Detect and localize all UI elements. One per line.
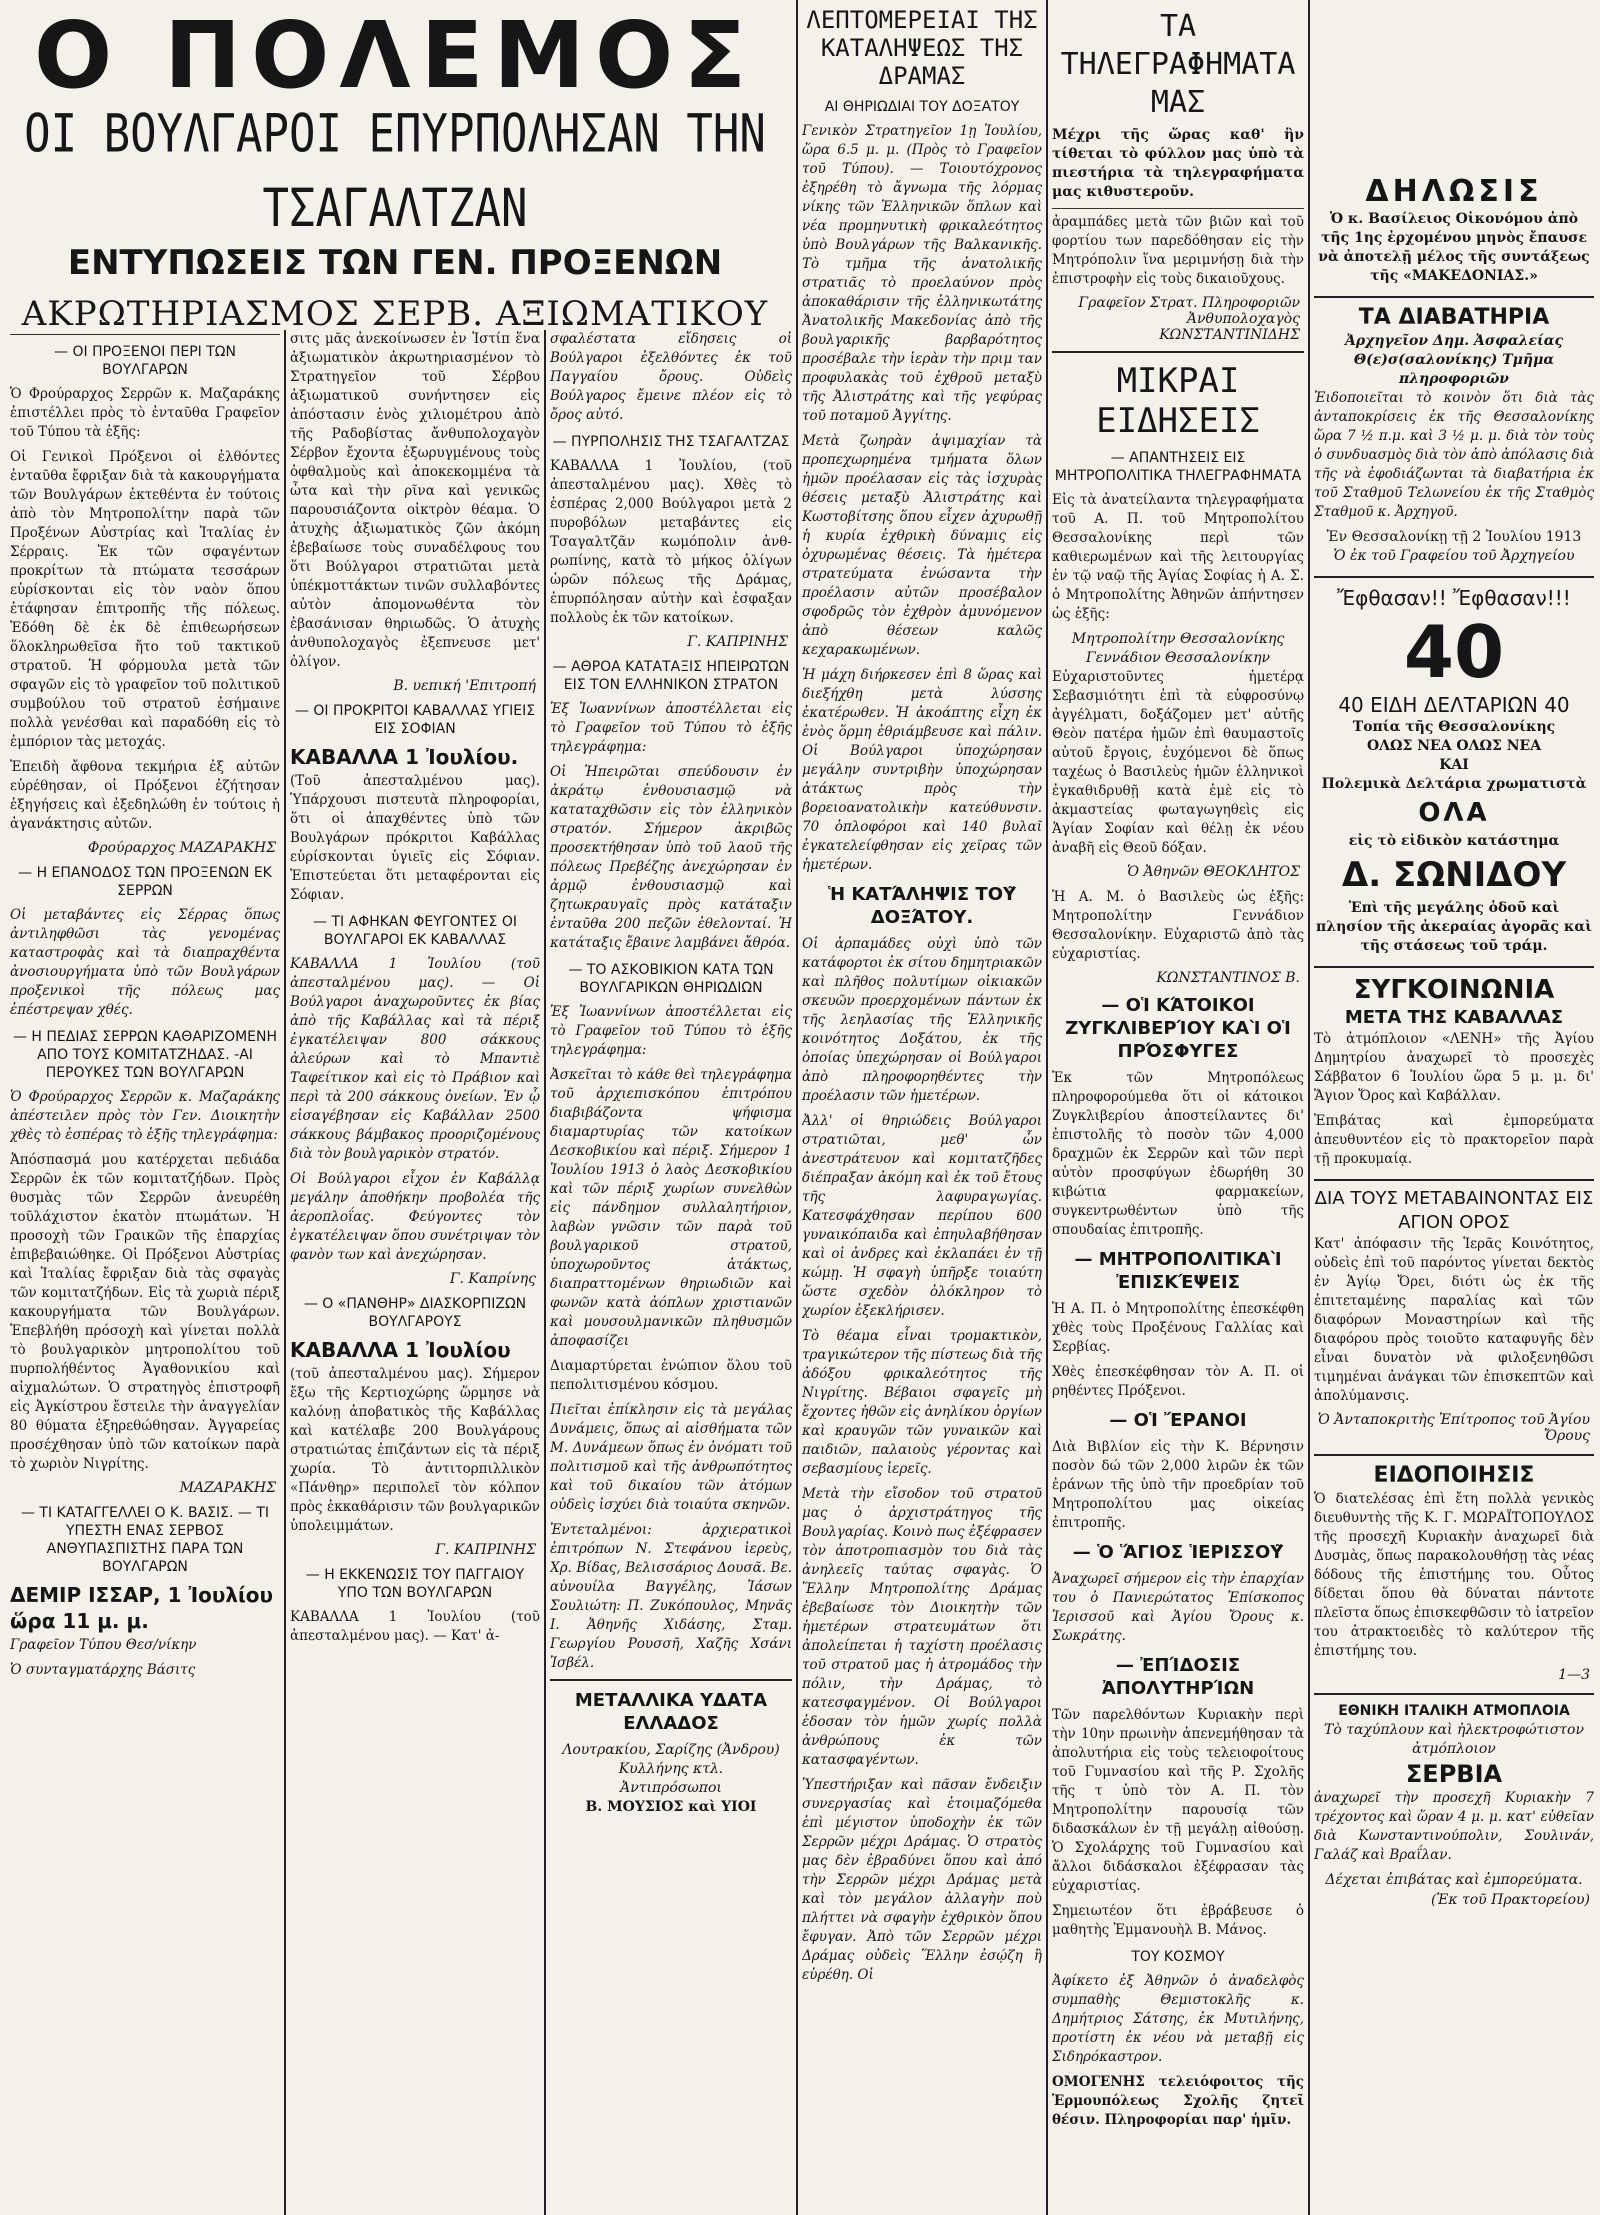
ad-text: ΚΑΙ bbox=[1439, 757, 1469, 773]
article-paragraph: Ἀπόσπασμά μου κατέρχεται πεδιάδα Σερρῶν ἐκ τῶν κομιτατζήδων. Πρὸς θυσμὰς τῶν Σερρῶν ἀνευρέθη τοῦλάχιστον ἑκατὸν πτωμάτων. Ἡ προσοχὴ τῶν Γραικῶν τῆς ἐπαρχίας ἐπιβεβαιώθηκε. Οἱ Πρόξενοι Αὐστρίας καὶ Ἰταλίας ἔφριξαν διὰ τὰς σφαγὰς τῶν κομιτατζήδων. Εἰς τὰ χωριὰ πέριξ κακουργήματα τῶν Βουλγάρων. Ἐπεβλήθη πρόσοχὴ καὶ γίνεται πολλὰ τὸ βουλγαρικὸν μητροπολίτου τοῦ πυρπολήθέντος Ἀγαθονικίου καὶ αἰχμαλώτων. Ὁ στρατηγὸς ἐπιστροφῆ εἰς Ἀγκίστρου ἔστειλε τὴν ἀναγγελίαν 80 θύματα ἐξηρεθώθησαν. Ἀγγαρείας προσέχθησαν ὑπὸ τῶν κατοίκων παρὰ τὸ χωριὸν Νιγρίτης. bbox=[10, 1152, 280, 1472]
article-paragraph: Ὁ συνταγματάρχης Βάσιτς bbox=[10, 1662, 196, 1678]
ad-headline: ΔΙΑ ΤΟΥΣ ΜΕΤΑΒΑΙΝΟΝΤΑΣ ΕΙΣ ΑΓΙΟΝ ΟΡΟΣ bbox=[1314, 1188, 1594, 1233]
article-paragraph: Μετὰ τὴν εἴσοδον τοῦ στρατοῦ μας ὁ ἀρχιστράτηγος τῆς Βουλγαρίας. Κοινὸ πως ἐξέφρασεν τὸν ἀποτροπιασμὸν του διὰ τὰς ἀνηλεεῖς ταύτας σφαγὰς. Ὁ Ἕλλην Μητροπολίτης Δράμας ἐβεβαίωσε τὸν Διοικητὴν τῶν ἡμετέρων στρατευμάτων ὅτι ἀπολείπεται ἡ ταχίστη προέλασις τοῦ στρατοῦ μας ἡ ἀτρομάδος τὴν πόλιν, τὴν Δράμας, τὸ κατεσφαγμένον. Οἱ Βούλγαροι ἐδοσαν τὸν ἡμῶν χωρίς πολλὰ ἀνθρώπους ἐκ τῶν κατασφαγέντων. bbox=[802, 1486, 1042, 1768]
column-2 bbox=[290, 330, 540, 2215]
column-rule bbox=[544, 330, 546, 2215]
article-paragraph: Τὸ θέαμα εἶναι τρομακτικὸν, τραγικώτερον τῆς πίστεως διὰ τῆς ἀδόξου φρικαλεότητος τῆς Νιγρίτης. Βέβαιοι σφαγεῖς μὴ ἔχοντες ἠθῶν εἰς ἀνηλίκου ὀργίων καὶ κραυγῶν τῶν γυναικῶν καὶ παιδιῶν, παλαιοὺς γέροντας καὶ σεβασμίους ἱερεῖς. bbox=[802, 1328, 1042, 1477]
ad-headline: ΣΥΓΚΟΙΝΩΝΙΑ bbox=[1353, 975, 1555, 1005]
article-headline: — ΑΠΑΝΤΗΣΕΙΣ ΕΙΣ ΜΗΤΡΟΠΟΛΙΤΙΚΑ ΤΗΛΕΓΡΑΦΗΜΑΤΑ bbox=[1054, 450, 1302, 484]
article-paragraph: σφαλέστατα εἴδησεις οἱ Βούλγαροι ἐξελθόντες ἐκ τοῦ Παγγαίου ὄρους. Οὐδεὶς Βούλγαρος ἔμεινε πλέον εἰς τὸ ὄρος αὐτό. bbox=[550, 331, 792, 423]
column-rule bbox=[284, 330, 286, 2215]
article-paragraph: Διαμαρτύρεται ἐνώπιον ὅλου τοῦ πεπολιτισμένου κόσμου. bbox=[550, 1358, 792, 1393]
article-signature: Ὁ Ἀθηνῶν ΘΕΟΚΛΗΤΟΣ bbox=[1127, 864, 1300, 880]
main-headline: ΟΙ ΒΟΥΛΓΑΡΟΙ ΕΠΥΡΠΟΛΗΣΑΝ ΤΗΝ ΤΣΑΓΑΛΤΖΑΝ bbox=[24, 103, 766, 240]
ad-headline: ΜΕΤΑΛΛΙΚΑ ΥΔΑΤΑ ΕΛΛΑΔΟΣ bbox=[574, 1690, 768, 1734]
ad-text: Ὁ διατελέσας ἐπὶ ἔτη πολλὰ γενικὸς διευθυντὴς τῆς Κ. Γ. ΜΩΡΑΪΤΟΠΟΥΛΟΣ τῆς προσεχῆ Κυριακὴν ἀναχωρεῖ διὰ Δυσμὰς, ὅπως παρακολουθήσῃ τὰς νέας δόδους τῆς ἐπιστήμης του. Οὗτος δίδεται ὅπου θὰ δύναται πάντοτε πλεῖστα ὅπως ἐπισκεφθῶσιν τὸ ἰατρεῖον του ἀτρακτοειδὲς τὸ καλύτερον τῆς ἐπιστήμης του. bbox=[1314, 1491, 1594, 1659]
ad-signature: (Ἐκ τοῦ Πρακτορείου) bbox=[1430, 1892, 1590, 1908]
article-paragraph: Μετὰ ζωηρὰν ἀψιμαχίαν τὰ προπεχωρημένα τμήματα ὅλων ἡμῶν προέλασαν εἰς τὰς ἰσχυρὰς θέσεις μεταξὺ Ἀλιστράτης καὶ Κωστοβίτσης ὅπου εἶχεν ἀχυρωθῇ ἡ κυρία ἐχθρικὴ δύναμις εἰς ὀχυρωμένας θέσεις. Τὰ ἡμέτερα στρατεύματα ἐνώσαντα τὴν προέλασιν αὐτῶν προσέβαλον σφοδρῶς τὸν ἐχθρὸν ἀμυνόμενον ἀπὸ θέσεων καλῶς κεχαρακωμένων. bbox=[802, 433, 1042, 658]
article-paragraph: (τοῦ ἀπεσταλμένου μας). Σήμερον ἔξω τῆς Κερτιοχώρης ὥρμησε νὰ καλόνῃ ἀποβατικὸς τῆς Καβάλλας καὶ κατέλαβε 200 Βουλγάρους στρατιώτας ἐπιζάντων εἰς τὰ πέριξ χωρία. Τὸ ἀντιτορπιλλικὸν «Πάνθηρ» περιπολεῖ τὸν κόλπον πρὸς ἐκκαθάρισιν τῶν βουλγαρικῶν ὑπολειμμάτων. bbox=[290, 1366, 540, 1534]
article-paragraph: Πιεῖται ἐπίκλησιν εἰς τὰ μεγάλας Δυνάμεις, ὅπως αἱ αἰσθήματα τῶν Μ. Δυνάμεων ὅπως ἐν ὀνόματι τοῦ πολιτισμοῦ καὶ τῆς ἀνθρωπότητος καὶ τοῦ δικαίου τῶν ἀτόμων οὐδεὶς ἰσχύει διὰ τοιαύτα σκηνῶν. bbox=[550, 1402, 792, 1513]
article-paragraph: Οἱ ἀρπαμάδες οὐχὶ ὑπὸ τῶν κατάφορτοι ἐκ σίτου δημητριακῶν καὶ πλῆθος πολυτίμων οἰκιακῶν σκευῶν προερχομένων πάντων ἐκ τῆς λεηλασίας τῆς Ἑλληνικῆς κοινότητος Δοξάτου, ἐκ τῆς ὁποίας ὑπεχώρησαν οἱ Βούλγαροι ἀπὸ πληροφορηθέντες τὴν προέλασιν τῶν ἡμετέρων. bbox=[802, 936, 1042, 1104]
article-headline: — ΟἹ ἜΡΑΝΟΙ bbox=[1109, 1410, 1247, 1431]
article-headline: — ΑΘΡΟΑ ΚΑΤΑΤΑΞΙΣ ΗΠΕΙΡΩΤΩΝ ΕΙΣ ΤΟΝ ΕΛΛΗΝΙΚΟΝ ΣΤΡΑΤΟΝ bbox=[552, 659, 790, 693]
column-4 bbox=[802, 0, 1042, 2215]
ad-notice bbox=[1314, 1462, 1594, 1683]
ad-text: Ἐπιβάτας καὶ ἐμπορεύματα ἀπευθυντέον εἰς τὸ πρακτορεῖον παρὰ τῇ προκυμαίᾳ. bbox=[1314, 1113, 1594, 1167]
subheadline-consuls: ΕΝΤΥΠΩΣΕΙΣ ΤΩΝ ΓΕΝ. ΠΡΟΞΕΝΩΝ bbox=[67, 243, 723, 283]
article-paragraph: Ἡ Α. Π. ὁ Μητροπολίτης ἐπεσκέφθη χθὲς τοὺς Προξένους Γαλλίας καὶ Σερβίας. bbox=[1052, 1301, 1304, 1355]
article-paragraph: Ἐξ Ἰωαννίνων ἀποστέλλεται εἰς τὸ Γραφεῖον τοῦ Τύπου τὸ ἑξῆς τηλεγράφημα: bbox=[550, 1004, 792, 1058]
article-signature: Γραφεῖον Στρατ. Πληροφοριῶν Ἀνθυπολοχαγὸς ΚΩΝΣΤΑΝΤΙΝΙΔΗΣ bbox=[1078, 295, 1300, 343]
ad-text: Ὁ ἐκ τοῦ Γραφείου τοῦ Ἀρχηγείου bbox=[1333, 548, 1575, 564]
article-signature: Γ. ΚΑΠΡΙΝΗΣ bbox=[435, 1542, 536, 1558]
column-5 bbox=[1052, 0, 1304, 2215]
ad-text: ἀναχωρεῖ τὴν προσεχῆ Κυριακὴν 7 τρέχοντος καὶ ὥραν 4 μ. μ. κατ' εὐθεῖαν διὰ Κωνσταντινούπολιν, Σουλινάν, Γαλάζ καὶ Βραΐλαν. bbox=[1314, 1790, 1594, 1863]
article-paragraph: Ἐπειδὴ ἄφθονα τεκμήρια ἐξ αὐτῶν εὑρέθησαν, οἱ Πρόξενοι ἐζήτησαν ἐξηγήσεις καὶ ἐξεδηλώθη ἐν τούτοις ἡ ἀγανάκτησις αὐτῶν. bbox=[10, 759, 280, 832]
article-signature: ΚΩΝΣΤΑΝΤΙΝΟΣ Β. bbox=[1156, 970, 1300, 986]
ad-text: Ἐπὶ τῆς μεγάλης ὁδοῦ καὶ πλησίον τῆς ἀκεραίας ἀγορᾶς καὶ τῆς στάσεως τοῦ τράμ. bbox=[1316, 900, 1592, 954]
article-paragraph: Γραφεῖον Τύπου Θεσ/νίκην bbox=[10, 1637, 197, 1653]
article-paragraph: Ἡ μάχη διήρκεσεν ἐπὶ 8 ὥρας καὶ διεξήχθη μετὰ λύσσης ἐκατέρωθεν. Ἡ ἀκοάπτης εἶχη ἐκ ἑνὸς ὅρμη ἐθριάμβευσε καὶ πάλιν. Οἱ Βούλγαροι ὑποχώρησαν μεγάλην συντριβὴν ὑποχώρησαν ἀτάκτως πρὸς τὴν βορειοανατολικὴν κατεύθυνσιν. 70 ὁπλοφόροι καὶ 140 βυλαῖ ἐγκατελείφθησαν εἰς χεῖρας τῶν ἡμετέρων. bbox=[802, 667, 1042, 873]
article-signature: ΜΑΖΑΡΑΚΗΣ bbox=[179, 1480, 276, 1496]
ad-text: Τὸ ταχύπλουν καὶ ἠλεκτροφώτιστον ἀτμόπλοιον bbox=[1323, 1722, 1584, 1757]
ad-emphasis: ΟΛΑ bbox=[1418, 798, 1490, 828]
article-paragraph: Ὁ Φρούραρχος Σερρῶν κ. Μαζαράκης ἐπιστέλλει πρὸς τὸ ἐνταῦθα Γραφεῖον τοῦ Τύπου τὰ ἑξῆς: bbox=[10, 386, 280, 440]
article-headline: — ΟἹ ΚΆΤΟΙΚΟΙ ΖΥΓΚΛΙΒΕΡΊΟΥ ΚΑῚ ΟἹ ΠΡΌΣΦΥΓΕΣ bbox=[1065, 995, 1291, 1062]
article-paragraph: Οἱ Βούλγαροι εἶχον ἐν Καβάλλᾳ μεγάλην ἀποθήκην προβολέα τῆς ἀεροπλοΐας. Φεύγοντες τὸν ἐγκατέλειψαν ὅπου συνέτριψαν τὸν φανὸν των καὶ ἀνεχώρησαν. bbox=[290, 1171, 540, 1263]
ad-text: ΟΛΩΣ ΝΕΑ ΟΛΩΣ ΝΕΑ bbox=[1366, 738, 1542, 754]
ad-headline: ΕΘΝΙΚΗ ΙΤΑΛΙΚΗ ΑΤΜΟΠΛΟΙΑ bbox=[1338, 1703, 1570, 1719]
article-signature: Γ. ΚΑΠΡΙΝΗΣ bbox=[687, 634, 788, 650]
article-paragraph: σιτς μᾶς ἀνεκοίνωσεν ἐν Ἰστίπ ἕνα ἀξιωματικὸν ἀκρωτηριασμένον τὸ Στρατηγεῖον τοῦ Σέρβου ἀξιωματικοῦ συνήντησεν εἰς ἀπόστασιν ἑνὸς χιλιομέτρου ἀπὸ τῆς Ραδοβίστας ἄνθυπολοχαγὸν Σέρβον ἔχοντα ἐξωρυγμένους τοὺς ὀφθαλμοὺς καὶ ἀποκεκομμένα τὰ ὦτα καὶ τὴν ρῖνα καὶ γενικῶς παρουσιάζοντα οἰκτρὸν θέαμα. Ὁ ἀτυχὴς ἀξιωματικὸς ζῶν ἀκόμη ἐβεβαίωσε τοὺς συναδέλφους του ὅτι Βούλγαροι στρατιῶται μετὰ ὑπέκμοττάκτων τινῶν συλλαβόντες αὐτὸν ἀπομονωθέντα τὸν ἐβασάνισαν θηριωδῶς. Ὁ ἀτυχὴς ἀνθυπολοχαγὸς ἐξεπνευσε μετ' ὀλίγον. bbox=[290, 331, 540, 670]
ad-shipping-kavala bbox=[1314, 974, 1594, 1169]
article-paragraph: Ἀφίκετο ἐξ Ἀθηνῶν ὁ ἀναδελφὸς συμπαθὴς Θεμιστοκλῆς κ. Δημήτριος Σάτσης, ἐκ Μυτιλήνης, προτίστη ἐκ νέου νὰ μεταβῇ εἰς Σιδηρόκαστρον. bbox=[1052, 1973, 1304, 2065]
section-headline: ΤΑ ΤΗΛΕΓΡΑΦΗΜΑΤΑ ΜΑΣ bbox=[1060, 9, 1296, 120]
article-signature: Φρούραρχος ΜΑΖΑΡΑΚΗΣ bbox=[87, 840, 276, 856]
article-paragraph: Ὑπεστήριξαν καὶ πᾶσαν ἔνδειξιν συνεργασίας καὶ ἑτοιμαζόμεθα ἐπὶ μέγιστον ὑποδοχὴν ἐκ τῶν Σερρῶν μέχρι Δράμας. Ὁ στρατὸς μας δὲν ἐβραδύνει ὅπου καὶ ἀπό τὴν Σερρῶν μέχρι Δράμας μετὰ καὶ τὸν μεγάλον ἀλλαγὴν ποὺ πλήττει νὰ σφαγὴν ἐχθρικὸν ὅπου ἔφυγαν. Ἀπὸ τῶν Σερρῶν μέχρι Δράμας οὐδεὶς Ἕλλην ἐσῴζη ἢ εὑρέθη. Οἱ bbox=[802, 1777, 1042, 1983]
article-paragraph: (Τοῦ ἀπεσταλμένου μας). Ὑπάρχουσι πιστευτὰ πληροφορίαι, ὅτι οἱ ἀπαχθέντες ὑπὸ τῶν Βουλγάρων πρόκριτοι Καβάλλας εὑρίσκονται ὑγιεῖς εἰς Σόφιαν. Ἐπιστεύεται ὅτι μεταφέρονται εἰς Σόφιαν. bbox=[290, 773, 540, 903]
article-paragraph: Μητροπολίτην Θεσσαλονίκης Γεννάδιον Θεσσαλονίκην bbox=[1071, 631, 1285, 666]
ad-headline: Ἔφθασαν!! Ἔφθασαν!!! bbox=[1337, 586, 1571, 610]
ad-text: Τοπία τῆς Θεσσαλονίκης bbox=[1352, 719, 1556, 735]
ad-ship-name: ΣΕΡΒΙΑ bbox=[1405, 1760, 1503, 1788]
article-headline: — ΠΥΡΠΟΛΗΣΙΣ ΤΗΣ ΤΣΑΓΑΛΤΖΑΣ bbox=[552, 434, 790, 450]
ad-subheadline: 40 ΕΙΔΗ ΔΕΛΤΑΡΙΩΝ 40 bbox=[1338, 693, 1570, 717]
ad-italian-steamship bbox=[1314, 1701, 1594, 1908]
ad-headline: ΔΗΛΩΣΙΣ bbox=[1365, 174, 1543, 209]
ad-text: Τὸ ἀτμόπλοιον «ΛΕΝΗ» τῆς Ἀγίου Δημητρίου ἀναχωρεῖ τὸ προσεχὲς Σάββατον 6 Ἰουλίου ὥρα 5 μ. μ. δι' Ἅγιον Ὄρος καὶ Καβάλλαν. bbox=[1314, 1031, 1594, 1104]
article-paragraph: Εὐχαριστοῦντες ἡμετέρᾳ Σεβασμιότητι ἐπὶ τὰ εὐφροσύνῳ ἀγγέλματι, δοξάζομεν μετ' αὐτῆς Θεὸν πατέρα ἡμῶν ἐπὶ θαυμαστοῖς αὐτοῦ ἔργοις, ἐυχόμενοι δὲ ὅπως ταχέως ὁ Βασιλεὺς ἡμῶν ἑλληνικοὶ ἐγκαθιδρυθῇ κατὰ ἐμὲ εἰς τὸ ἀκμαστείας φωταγωγηθεὶς εἰς Ἁγίαν Σοφίαν καὶ θέλῃ ἐκ νέου ἀναβῆ εἰς Θεοῦ δόξαν. bbox=[1052, 669, 1304, 856]
column-6 bbox=[1314, 170, 1594, 2215]
article-paragraph: Τῶν παρελθόντων Κυριακὴν περὶ τὴν 10ην πρωινὴν ἀπενεμήθησαν τὰ ἀπολυτήρια εἰς τοὺς τελειοφοίτους τοῦ Γυμνασίου καὶ τῆς Ρ. Σχολῆς τῆς τ ὑπὸ τὸν Α. Π. τὸν Μητροπολίτην παρουσίᾳ τῶν διδασκάλων ἐν τῇ μεγάλῃ αἰθούσῃ. Ὁ Σχολάρχης τοῦ Γυμνασίου καὶ ἄλλοι διδάσκαλοι ἐξέφρασαν τὰς εὐχαριστίας. bbox=[1052, 1707, 1304, 1894]
article-paragraph: Ἀσκεῖται τὸ κάθε θεὶ τηλεγράφημα τοῦ ἀρχιεπισκόπου ἐπιτρόπου διαβιβάζοντα ψήφισμα διαμαρτυρίας τῶν κατοίκων Δεσκοβικίου καὶ πέριξ. Σήμερον 1 Ἰουλίου 1913 ὁ λαὸς Δεσκοβικίου καὶ τῶν πέριξ χωρίων συνελθὼν εἰς πάνδημον συλλαλητήριον, λαβὼν γνῶσιν τῶν παρὰ τοῦ βουλγαρικοῦ στρατοῦ, ὑποχωροῦντος ἀτάκτως, διαπραττομένων θηριωδιῶν καὶ φωνῶν κατὰ ἀόπλων χριστιανῶν καὶ μουσουλμανικῶν πληθυσμῶν ἀποφασίζει bbox=[550, 1067, 792, 1349]
ad-headline: ΕΙΔΟΠΟΙΗΣΙΣ bbox=[1373, 1463, 1535, 1488]
ad-text: Ἀρχηγεῖον Δημ. Ἀσφαλείας Θ(ε)σ(σαλονίκης) Τμῆμα πληροφοριῶν bbox=[1344, 333, 1564, 387]
article-headline: ΤΟΥ ΚΟΣΜΟΥ bbox=[1131, 1949, 1225, 1965]
article-paragraph: Χθὲς ἐπεσκέφθησαν τὸν Α. Π. οἱ ρηθέντες Πρόξενοι. bbox=[1052, 1364, 1304, 1399]
classified-ad: ΟΜΟΓΕΝΗΣ τελειόφοιτος τῆς Ἑρμουπόλεως Σχολῆς ζητεῖ θέσιν. Πληροφορίαι παρ' ἡμῖν. bbox=[1052, 2074, 1304, 2128]
article-paragraph: Ἀλλ' οἱ θηριώδεις Βούλγαροι στρατιῶται, μεθ' ὧν ἀνεστράτευον καὶ κομιτατζῆδες διέπραξαν ἀκόμη καὶ ἐκ τοῦ ἔτους τῆς λαφυραγωγίας. Κατεσφάχθησαν περίπου 600 γυναικόπαιδα καὶ ἐπηυλαβήθησαν καὶ οἱ ἀνδρες καὶ ἐκλαπάει ἐν τῇ κώμῃ. Ἡ σφαγὴ ὑπῆρξε τοιαύτη ὥστε σχεδὸν ὁλόκληρον τὸ χωρίον ἐξεκλήρισεν. bbox=[802, 1113, 1042, 1319]
article-paragraph: ΚΑΒΑΛΛΑ 1 Ἰουλίου (τοῦ ἀπεσταλμένου μας). — Οἱ Βούλγαροι ἀναχωροῦντες ἐκ βίας ἀπὸ τῆς Καβάλλας καὶ τὰ πέριξ ἐγκατέλειψαν 800 σάκκους ἀλεύρων καὶ τὸ Μπαντιὲ Ταφείτικον καὶ εἰς τὸ Πράβιον καὶ περὶ τὰ 200 σάκκους ὀνείων. Ἐν ᾧ εἰσαγέβησαν εἰς Καβάλλαν 2500 σάκκους βάμβακος προοριζομένους διὰ τὸν βουλγαρικὸν στρατόν. bbox=[290, 956, 540, 1162]
ad-subheadline: ΜΕΤΑ ΤΗΣ ΚΑΒΑΛΛΑΣ bbox=[1344, 1007, 1564, 1028]
article-paragraph: Ὁ Φρούραρχος Σερρῶν κ. Μαζαράκης ἀπέστειλεν πρὸς τὸν Γεν. Διοικητὴν χθὲς τὸ ἑσπέρας τὸ ἑξῆς τηλεγράφημα: bbox=[10, 1089, 280, 1143]
article-paragraph: Ἡ Α. Μ. ὁ Βασιλεὺς ὡς ἑξῆς: Μητροπολίτην Γεννάδιον Θεσσαλονίκην. Εὐχαριστῶ ἀπὸ τὰς εὐχαριστίας. bbox=[1052, 889, 1304, 962]
masthead bbox=[0, 0, 790, 330]
section-intro: Μέχρι τῆς ὥρας καθ' ἣν τίθεται τὸ φύλλον μας ὑπὸ τὰ πιεστήρια τὰ τηλεγραφήματα μας κιθυστεροῦν. bbox=[1052, 127, 1304, 200]
ad-text: Β. ΜΟΥΣΙΟΣ καὶ ΥΙΟΙ bbox=[585, 1799, 757, 1815]
article-headline: — ΤΙ ΑΦΗΚΑΝ ΦΕΥΓΟΝΤΕΣ ΟΙ ΒΟΥΛΓΑΡΟΙ ΕΚ ΚΑΒΑΛΛΑΣ bbox=[313, 914, 517, 948]
article-paragraph: Ἀναχωρεῖ σήμερον εἰς τὴν ἐπαρχίαν του ὁ Πανιερώτατος Ἐπίσκοπος Ἱερισσοῦ καὶ Ἁγίου Ὄρους κ. Σωκράτης. bbox=[1052, 1571, 1304, 1644]
article-headline: — Ὁ ἍΓΙΟΣ ἹΕΡΙΣΣΟΥ͂ bbox=[1072, 1542, 1284, 1563]
article-headline: — Η ΕΚΚΕΝΩΣΙΣ ΤΟΥ ΠΑΓΓΑΙΟΥ ΥΠΟ ΤΩΝ ΒΟΥΛΓΑΡΩΝ bbox=[305, 1567, 525, 1601]
article-paragraph: Διὰ Βιβλίον εἰς τὴν Κ. Βέρνησιν ποσὸν δώ τῶν 2,000 λιρῶν ἐκ τῶν ἐράνων τῆς ὑπὸ τῆν προεδρίαν τοῦ Μητροπολίτου μας οἰκείας ἐπιτροπῆς. bbox=[1052, 1439, 1304, 1531]
ad-text: εἰς τὸ εἰδικὸν κατάστημα bbox=[1348, 833, 1560, 849]
article-headline: — ΤΙ ΚΑΤΑΓΓΕΛΛΕΙ Ο Κ. ΒΑΣΙΣ. — ΤΙ ΥΠΕΣΤΗ ΕΝΑΣ ΣΕΡΒΟΣ ΑΝΘΥΠΑΣΠΙΣΤΗΣ ΠΑΡΑ ΤΩΝ ΒΟΥΛΓΑΡΩΝ bbox=[20, 1505, 270, 1575]
article-dateline: ΚΑΒΑΛΛΑ 1 Ἰουλίου. bbox=[290, 745, 519, 769]
article-paragraph: ΚΑΒΑΛΛΑ 1 Ἰουλίου, (τοῦ ἀπεσταλμένου μας). Χθὲς τὸ ἑσπέρας 2,000 Βούλγαροι μετὰ 2 πυροβόλων μεταβάντες εἰς Τσαγαλτζᾶν κωμόπολιν ἀνθ-ρωπίνης, κατὰ τὸ μήκος ὀλίγων ὡρῶν πόλεως τῆς Δράμας, ἐπυρπόλησαν αὐτὴν καὶ ἐσφαξαν πολλοὺς ἐκ τῶν κατοίκων. bbox=[550, 458, 792, 626]
article-dateline: ΔΕΜΙΡ ΙΣΣΑΡ, 1 Ἰουλίου ὥρα 11 μ. μ. bbox=[10, 1583, 274, 1633]
ad-number: 40 bbox=[1403, 610, 1505, 694]
article-headline: — Η ΠΕΔΙΑΣ ΣΕΡΡΩΝ ΚΑΘΑΡΙΖΟΜΕΝΗ ΑΠΟ ΤΟΥΣ ΚΟΜΙΤΑΤΖΗΔΑΣ. -ΑΙ ΠΕΡΟΥΚΕΣ ΤΩΝ ΒΟΥΛΓΑΡΩΝ bbox=[12, 1029, 278, 1081]
article-signature: Β. υεπική 'Επιτροπή bbox=[393, 678, 536, 694]
column-rule bbox=[796, 0, 798, 2215]
ad-text: Ὁ κ. Βασίλειος Οἰκονόμου ἀπὸ τῆς 1ης ἐρχομένου μηνὸς ἔπαυσε νὰ ἀποτελῇ μέλος τῆς συντάξεως τῆς «ΜΑΚΕΔΟΝΙΑΣ.» bbox=[1318, 211, 1590, 284]
column-rule bbox=[1046, 0, 1048, 2215]
article-headline: — Ο «ΠΑΝΘΗΡ» ΔΙΑΣΚΟΡΠΙΖΩΝ ΒΟΥΛΓΑΡΟΥΣ bbox=[303, 1296, 527, 1330]
article-paragraph: Γενικὸν Στρατηγεῖον 1ῃ Ἰουλίου, ὥρα 6.5 μ. μ. (Πρὸς τὸ Γραφεῖον τοῦ Τύπου). — Τοιουτόχρονος ἐξηρέθη τὸ ἄγνωμα τῆς λόρμας νίκης τῶν Ἑλληνικῶν ὅπλων καὶ νέα προμηνυτικὴ φρικαλεότητος ὑπὸ Βουλγάρων τῆς Βαλκανικῆς. Τὸ τμῆμα τῆς ἀνατολικῆς στρατιᾶς τὸ προελαύνον πρὸς ἀποκαθάρισιν τῆς ἑλληνικωτάτης Ἀνατολικῆς Μακεδονίας ἀπὸ τῆς βουλγαρικῆς βαρβαρότητος προσέβαλε τὴν ἱερὰν τὴν πριμ ταν προφυλακὰς τοῦ ἐχθροῦ μεταξὺ τῆς Ἀλιστράτης καὶ τῆς γεφύρας τοῦ ποταμοῦ Ἀγγίτης. bbox=[802, 123, 1042, 424]
section-headline: ΛΕΠΤΟΜΕΡΕΙΑΙ ΤΗΣ ΚΑΤΑΛΗΨΕΩΣ ΤΗΣ ΔΡΑΜΑΣ bbox=[806, 6, 1038, 90]
section-headline: ΜΙΚΡΑΙ ΕΙΔΗΣΕΙΣ bbox=[1096, 361, 1260, 441]
ad-text: Πολεμικὰ Δελτάρια χρωματιστὰ bbox=[1321, 776, 1587, 792]
article-headline: — Η ΕΠΑΝΟΔΟΣ ΤΩΝ ΠΡΟΞΕΝΩΝ ΕΚ ΣΕΡΡΩΝ bbox=[18, 865, 272, 899]
ad-text: Κατ' ἀπόφασιν τῆς Ἱερᾶς Κοινότητος, οὐδεὶς ἐπὶ τοῦ παρόντος γίνεται δεκτὸς ἐν Ἁγίῳ Ὄρει, διότι ὡς ἐκ τῆς ἐπιτεταμένης παραλίας καὶ τῶν διαφόρων Μοναστηρίων καὶ τῆς διαφόρου πρὸς τοιοῦτο καταφυγῆς δὲν εἶναι δυνατὸν νὰ φιλοξενηθῶσι τιμημέναι ἀνάγκαι τῶν ἐπισκεπτῶν καὶ ἀπολύμανσις. bbox=[1314, 1236, 1594, 1404]
article-paragraph: Οἱ Γενικοὶ Πρόξενοι οἱ ἐλθόντες ἐνταῦθα ἔφριξαν διὰ τὰ κακουργήματα τῶν Βουλγάρων ἐκτεθέντα ἐν τούτοις ἀπὸ τὸν Μητροπολίτην παρὰ τῶν Προξένων Αὐστρίας καὶ Ἰταλίας ἐν Σέρραις. Ἐκ τῶν σφαγέντων προκρίτων τὰ πτώματα τεσσάρων εὑρίσκονται εἰς τὸν ναὸν ὅπου ἐτάφησαν ἐπιτροπῆς τῆς πόλεως. Ἐδόθη δὲ ἐκ δὲ ἐπιθεωρήσεων ὅλοκληρωθεῖσα ἤτο τοῦ τακτικοῦ στρατοῦ. Ἡ φόρμουλα μετὰ τῶν σφαγῶν εἰς τὸ γραφεῖον τοῦ πολιτικοῦ συμβούλου τοῦ στρατοῦ ἐσήμαινε πολλὰ γενέσθαι καὶ παραδόθη εἰς τὸ ἐμπόριον τὰς μετοχάς. bbox=[10, 449, 280, 750]
article-paragraph: Ἐντεταλμένοι: ἀρχιερατικοὶ ἐπιτρόπων Ν. Στεφάνου ἰερεὺς, Χρ. Βίδας, Βελισσάριος Δουσᾶ. Βε. αὐνουίλα Βαγγέλης, Ἰάσων Σουλιώτη: Π. Ζυκόπουλος, Μηνᾶς Ι. Ἀθηνῆς Χιδάσης, Σταμ. Γεωργίου Ρουσσῆ, Χαζῆς Χσάνι Ἰσβέλ. bbox=[550, 1522, 792, 1671]
ad-passports bbox=[1314, 304, 1594, 566]
article-headline: — ΤΟ ΑΣΚΟΒΙΚΙΟΝ ΚΑΤΑ ΤΩΝ ΒΟΥΛΓΑΡΙΚΩΝ ΘΗΡΙΩΔΙΩΝ bbox=[568, 962, 774, 996]
ad-text: Ἐιδοποιεῖται τὸ κοινὸν ὅτι διὰ τὰς ἀνταποκρίσεις ἐκ τῆς Θεσσαλονίκης ὥρα 7 ½ π.μ. καὶ 3 ½ μ. μ. διὰ τὸν τοὺς ὁ συνδυασμὸς διὰ τὸν ἀπὸ ἀπόλασις διὰ τῆς νὰ ἐφοδιάζωνται τὰ διαβατήρια ἐκ τοῦ Σταθμοῦ Τελωνείου ἐκ τῆς Σταθμὸς Σταθμοῦ κ. Ἀρχηγοῦ. bbox=[1314, 390, 1594, 520]
article-headline: — ἘΠΊΔΟΣΙΣ ἈΠΟΛΥΤΗΡΊΩΝ bbox=[1101, 1655, 1255, 1699]
ad-declaration bbox=[1314, 174, 1594, 286]
article-paragraph: Ἐξ Ἰωαννίνων ἀποστέλλεται εἰς τὸ Γραφεῖον τοῦ Τύπου τὸ ἑξῆς τηλεγράφημα: bbox=[550, 701, 792, 755]
ad-text: Ἀντιπρόσωποι bbox=[620, 1780, 722, 1796]
article-headline: — ΟΙ ΠΡΟΞΕΝΟΙ ΠΕΡΙ ΤΩΝ ΒΟΥΛΓΑΡΩΝ bbox=[54, 344, 236, 378]
column-1 bbox=[10, 330, 280, 2215]
subheadline-serbian-officer: ΑΚΡΩΤΗΡΙΑΣΜΟΣ ΣΕΡΒ. ΑΞΙΩΜΑΤΙΚΟΥ bbox=[21, 294, 769, 330]
newspaper-headline-title: Ο ΠΟΛΕΜΟΣ bbox=[33, 2, 757, 109]
ad-postcards bbox=[1314, 584, 1594, 956]
article-paragraph: Οἱ μεταβάντες εἰς Σέρρας ὅπως ἀντιληφθῶσι τὰς γενομένας καταστροφὰς καὶ τὰ διαπραχθέντα ἀνοσιουργήματα ὑπὸ τῶν Βουλγάρων προξενικοὶ τῆς πόλεως μας ἐπέστρεψαν χθές. bbox=[10, 907, 280, 1018]
ad-text: Δέχεται ἐπιβάτας καὶ ἐμπορεύματα. bbox=[1325, 1872, 1583, 1888]
ad-mount-athos bbox=[1314, 1187, 1594, 1444]
article-paragraph: ἀραμπάδες μετὰ τῶν βιῶν καὶ τοῦ φορτίου των παρεδόθησαν εἰς τὴν Μητρόπολιν ἵνα μεριμνήσῃ διὰ τὴν ἐπιστροφὴν εἰς τοὺς δικαιοῦχους. bbox=[1052, 214, 1304, 287]
article-paragraph: Ἐκ τῶν Μητροπόλεως πληροφορούμεθα ὅτι οἱ κάτοικοι Ζυγκλιβερίου ἀποστείλαντες δι' ἐπιστολῆς τὸ ποσὸν τῶν 4,000 δραχμῶν ἐκ Σερρῶν καὶ τῶν περὶ αὐτὸν προσφύγων ἐδωρήθη 30 κιβώτια φαρμακείων, συγκεντρωθέντων ὑπὸ τῆς σπουδαίας ἐπιτροπῆς. bbox=[1052, 1070, 1304, 1238]
article-headline: — ΜΗΤΡΟΠΟΛΙΤΙΚΑῚ ἘΠΙΣΚΈΨΕΙΣ bbox=[1074, 1249, 1282, 1293]
article-headline: Ἡ ΚΑΤΆΛΗΨΙΣ ΤΟΥ͂ ΔΟΞΆΤΟΥ. bbox=[827, 884, 1017, 928]
article-paragraph: Οἱ Ἠπειρῶται σπεύδουσιν ἐν ἀκράτῳ ἐνθουσιασμῷ νὰ καταταχθῶσιν εἰς τὸν ἑλληνικὸν στρατόν. Σήμερον ἀκριβῶς προσεκτήθησαν ὑπὸ τοῦ λαοῦ τῆς πόλεως Πρεβέζης ἀνεχώρησαν ἐν ἀρμῷ ἐνθουσιασμῷ καὶ ζητωκραυγαῖς πρὸς κατάταξιν ἐνταῦθα 200 πεζῶν ἐθελονταί. Ἡ κατάταξις ἔβαινε λαμβάνει ἄθρόα. bbox=[550, 764, 792, 951]
ad-headline: ΤΑ ΔΙΑΒΑΤΗΡΙΑ bbox=[1358, 305, 1550, 330]
ad-signature: Ὁ Ἀνταποκριτὴς Ἐπίτροπος τοῦ Ἁγίου Ὄρους bbox=[1317, 1412, 1590, 1444]
article-paragraph: ΚΑΒΑΛΛΑ 1 Ἰουλίου (τοῦ ἀπεσταλμένου μας). — Κατ' ἀ- bbox=[290, 1609, 540, 1644]
article-paragraph: Σημειωτέον ὅτι ἐβράβευσε ὁ μαθητὴς Ἐμμανουὴλ Β. Μάνος. bbox=[1052, 1903, 1304, 1938]
article-signature: Γ. Καπρίνης bbox=[449, 1271, 536, 1287]
ad-text: Λουτρακίου, Σαρίζης (Ἀνδρου) Κυλλήνης κτλ. bbox=[562, 1742, 780, 1777]
ad-mark: 1—3 bbox=[1558, 1667, 1590, 1683]
article-headline: — ΟΙ ΠΡΟΚΡΙΤΟΙ ΚΑΒΑΛΛΑΣ ΥΓΙΕΙΣ ΕΙΣ ΣΟΦΙΑΝ bbox=[294, 703, 536, 737]
column-rule bbox=[1308, 0, 1310, 2215]
ad-shop-name: Δ. ΣΩΝΙΔΟΥ bbox=[1341, 855, 1567, 895]
column-3 bbox=[550, 330, 792, 2215]
article-dateline: ΚΑΒΑΛΛΑ 1 Ἰουλίου bbox=[290, 1338, 511, 1362]
ad-text: Ἐν Θεσσαλονίκῃ τῇ 2 Ἰουλίου 1913 bbox=[1326, 529, 1582, 545]
article-paragraph: Εἰς τὰ ἀνατείλαντα τηλεγραφήματα τοῦ Α. Π. τοῦ Μητροπολίτου Θεσσαλονίκης περὶ τῶν καθιερωμένων καὶ τῆς λειτουργίας ἐν τῷ ναῷ τῆς Ἁγίας Σοφίας ἡ Α. Σ. ὁ Μητροπολίτης Ἀθηνῶν ἀπήντησεν ὡς ἑξῆς: bbox=[1052, 492, 1304, 622]
section-subheadline: ΑΙ ΘΗΡΙΩΔΙΑΙ ΤΟΥ ΔΟΞΑΤΟΥ bbox=[824, 99, 1020, 115]
